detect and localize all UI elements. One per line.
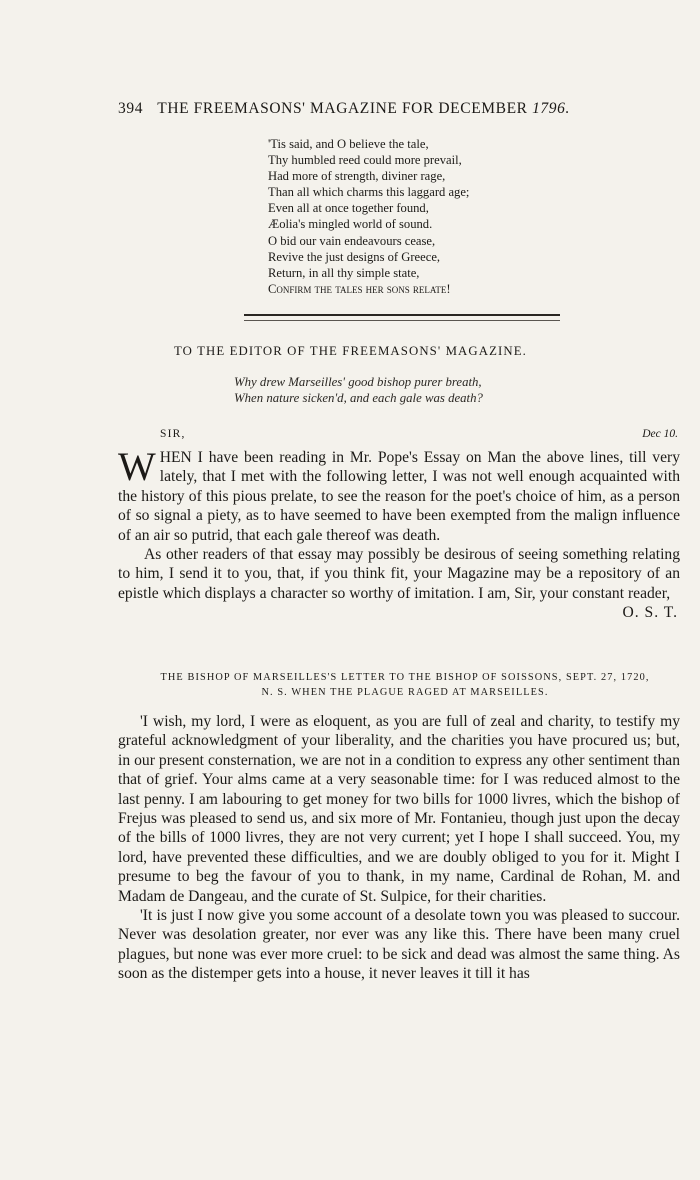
header-year: 1796. <box>532 100 570 117</box>
bishop-letter-paragraph: 'It is just I now give you some account of a desolate town you was pleased to succour. Never was desolation greater, nor ever was any like this. There have been many cruel plagues, but none was ever more cruel: to be sick and dead was almost the same thing. As soon as the distemper gets into a house, it never leaves it till it has <box>118 907 680 983</box>
poem-line: 'Tis said, and O believe the tale, <box>268 137 429 151</box>
poem-line: Revive the just designs of Greece, <box>268 249 441 264</box>
editor-letter-paragraph: As other readers of that essay may possibly be desirous of seeing something relating to him, I send it to you, that, if you think fit, your Magazine may be a repository of an epistle which displays a character so worthy of imitation. I am, Sir, your constant reader, <box>118 546 680 602</box>
poem-line: Thy humbled reed could more prevail, <box>268 153 462 168</box>
editor-letter-paragraph <box>118 444 680 545</box>
epigraph <box>234 374 614 406</box>
salutation: SIR, <box>160 428 186 440</box>
poem-line: Even all at once together found, <box>268 201 429 216</box>
poem-line: Return, in all thy simple state, <box>268 265 420 280</box>
bishop-letter-paragraph: 'I wish, my lord, I were as eloquent, as you are full of zeal and charity, to testify my grateful acknowledgment of your liberality, and the charities you have procured us; but, in our present consternation, we are not in a condition to express any other sentiment than that of grief. Your alms came at a very seasonable time: for I was reduced almost to the last penny. I am labouring to get money for two bills for 1000 livres, which the bishop of Frejus was pleased to send us, and six more of Mr. Fontanieu, though just upon the decay of the bills of 1000 livres, they are not very current; yet I hope I shall succeed. You, my lord, have prevented these difficulties, and we are doubly obliged to you for it. Might I presume to beg the favour of you to thank, in my name, Cardinal de Rohan, M. and Madam de Dangeau, and the curate of St. Sulpice, for their charities. <box>118 713 680 905</box>
poem-line: O bid our vain endeavours cease, <box>268 233 436 248</box>
poem-stanza <box>268 136 568 297</box>
section-divider-rule <box>244 314 560 321</box>
editor-letter-heading: TO THE EDITOR OF THE FREEMASONS' MAGAZINE. <box>174 344 527 358</box>
bishop-letter-heading <box>130 670 680 700</box>
drop-cap: W <box>118 444 156 489</box>
epigraph-line: Why drew Marseilles' good bishop purer breath, <box>234 375 482 389</box>
poem-line: Than all which charms this laggard age; <box>268 185 470 200</box>
poem-line: Confirm the tales her sons relate! <box>268 281 451 296</box>
poem-line: Had more of strength, diviner rage, <box>268 169 446 184</box>
bishop-letter-body <box>118 712 680 984</box>
header-title: THE FREEMASONS' MAGAZINE FOR DECEMBER <box>157 100 528 117</box>
running-header <box>118 100 638 118</box>
page-number: 394 <box>118 100 144 117</box>
signature: O. S. T. <box>622 604 678 622</box>
editor-letter-body <box>118 444 680 623</box>
heading-line: N. S. WHEN THE PLAGUE RAGED AT MARSEILLES. <box>261 687 549 698</box>
heading-line: THE BISHOP OF MARSEILLES'S LETTER TO THE BISHOP OF SOISSONS, SEPT. 27, 1720, <box>160 672 650 683</box>
poem-line: Æolia's mingled world of sound. <box>268 217 433 232</box>
letter-dateline: Dec 10. <box>642 428 678 440</box>
paragraph-text: HEN I have been reading in Mr. Pope's Essay on Man the above lines, till very lately, that I met with the following letter, I was not well enough acquainted with the history of this pious prelate, to see the reason for the poet's choice of him, as a person of so signal a piety, as to have seemed to have been exempted from the malign influence of an air so putrid, that each gale thereof was death. <box>118 449 680 544</box>
epigraph-line: When nature sicken'd, and each gale was death? <box>234 391 483 405</box>
